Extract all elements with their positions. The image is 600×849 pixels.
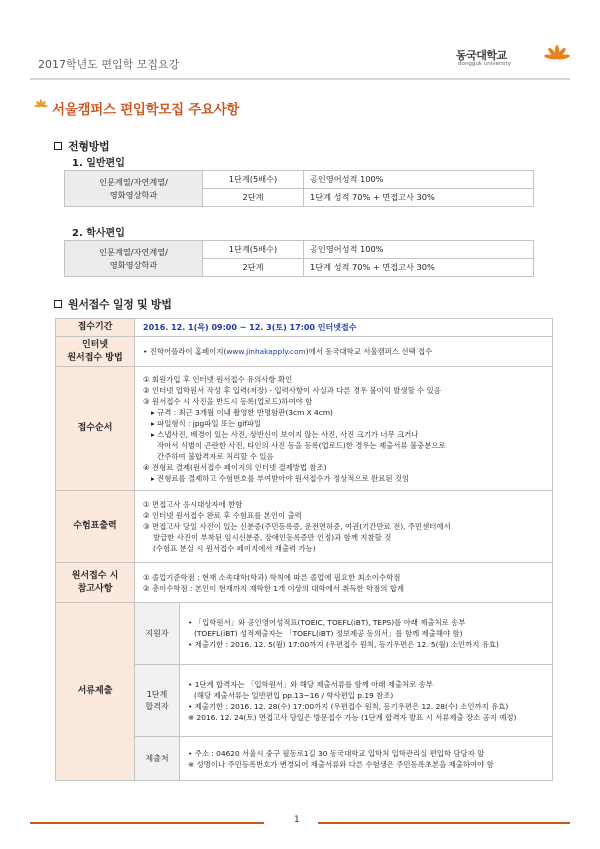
dept-line: 영화영상학과 — [109, 189, 158, 200]
notes-label-line: 참고사항 — [77, 583, 113, 594]
method-text: )에서 동국대학교 서울캠퍼스 선택 접수 — [305, 347, 433, 356]
notes-label — [56, 563, 135, 603]
notes-line: ② 총이수학점 : 본인이 현재까지 재학한 1개 이상의 대학에서 취득한 학점의 합계 — [143, 583, 404, 593]
section-heading-text: 전형방법 — [68, 140, 110, 153]
stage-label: 1단계(5배수) — [203, 171, 304, 189]
order-line: 간주하여 불합격자로 처리할 수 있음 — [157, 451, 274, 461]
dept-line: 인문계열/자연계열/ — [99, 176, 168, 187]
notes-content — [135, 563, 553, 603]
passer-line: ※ 2016. 12. 24(토) 면접고사 당일은 방문접수 가능 (1단계 합격자 발표 시 서류제출 장소 공지 예정) — [188, 712, 517, 722]
place-label: 제출처 — [135, 737, 180, 781]
jinhakapply-link[interactable]: www.jinhakapply.com — [226, 347, 306, 356]
ticket-line: ③ 면접고사 당일 사진이 있는 신분증(주민등록증, 운전면허증, 여권(기간만료 전), 주민센터에서 — [143, 522, 451, 531]
passer-content — [180, 665, 553, 737]
order-content — [135, 367, 553, 491]
period-value: 2016. 12. 1(목) 09:00 ~ 12. 3(토) 17:00 인터넷접수 — [135, 319, 553, 337]
section-heading-application — [54, 296, 172, 312]
applicant-line: • 제출기한 : 2016. 12. 5(월) 17:00까지 (우편접수 원칙, 등기우편은 12. 5(월) 소인까지 유효) — [188, 640, 499, 649]
ticket-line: ① 면접고사 응시대상자에 한함 — [143, 500, 243, 509]
ticket-content — [135, 491, 553, 563]
ticket-line: ② 인터넷 원서접수 완료 후 수험표를 본인이 출력 — [143, 511, 302, 520]
applicant-line: • 「입학원서」와 공인영어성적표(TOEIC, TOEFL(iBT), TEPS)를 아래 제출처로 송부 — [188, 618, 466, 627]
order-line: ① 회원가입 후 인터넷 원서접수 유의사항 확인 — [143, 374, 293, 384]
passer-line: • 1단계 합격자는 「입학원서」와 해당 제출서류를 함께 아래 제출처로 송부 — [188, 679, 433, 689]
ticket-line: 발급한 사진이 부착된 임시신분증, 장애인등록증만 인정)과 함께 지참할 것 — [153, 533, 392, 542]
method-text: • 진학어플라이 홈페이지( — [143, 347, 227, 356]
square-bullet-icon — [54, 142, 62, 150]
passer-label-line: 1단계 — [146, 689, 168, 699]
order-line: ▸ 규격 : 최근 3개월 이내 촬영한 반명함판(3cm X 4cm) — [151, 407, 333, 417]
university-logo — [456, 44, 574, 72]
order-line: ▸ 파일형식 : jpg파일 또는 gif파일 — [151, 418, 262, 428]
square-bullet-icon — [54, 300, 62, 308]
subheading-general-transfer: 1. 일반편입 — [72, 158, 125, 169]
notes-label-line: 원서접수 시 — [71, 570, 119, 581]
dept-line: 인문계열/자연계열/ — [99, 246, 168, 257]
method-label-line: 인터넷 — [81, 339, 109, 350]
logo-name-english: dongguk university — [458, 61, 511, 67]
document-header-title: 2017학년도 편입학 모집요강 — [38, 58, 180, 71]
stage-description: 공인영어성적 100% — [304, 241, 534, 259]
stage-description: 공인영어성적 100% — [304, 171, 534, 189]
documents-label: 서류제출 — [56, 603, 135, 781]
applicant-content — [180, 603, 553, 665]
page-number: 1 — [294, 815, 300, 825]
stage-label: 1단계(5배수) — [203, 241, 304, 259]
applicant-line: (TOEFL(iBT) 성적제출자는 「TOEFL(iBT) 정보제공 동의서」를 함께 제출해야 함) — [194, 629, 463, 638]
order-line: ② 인터넷 입학원서 작성 후 입력(저장) - 입력사항이 사실과 다른 경우 불이익 발생할 수 있음 — [143, 385, 441, 395]
bachelor-transfer-table — [64, 240, 534, 277]
dept-cell — [65, 171, 203, 207]
dept-cell — [65, 241, 203, 277]
passer-label — [135, 665, 180, 737]
lotus-logo-icon — [543, 44, 571, 72]
page-title: 서울캠퍼스 편입학모집 주요사항 — [52, 102, 240, 118]
stage-label: 2단계 — [203, 189, 304, 207]
ticket-label: 수험표출력 — [56, 491, 135, 563]
ticket-line: (수험표 분실 시 원서접수 페이지에서 재출력 가능) — [153, 544, 316, 553]
passer-line: (해당 제출서류는 일반편입 pp.13~16 / 학사편입 p.19 참조) — [194, 690, 394, 700]
stage-description: 1단계 성적 70% + 면접고사 30% — [304, 189, 534, 207]
method-content — [135, 337, 553, 367]
stage-description: 1단계 성적 70% + 면접고사 30% — [304, 259, 534, 277]
period-label: 접수기간 — [56, 319, 135, 337]
order-line: ④ 전형료 결제(원서접수 페이지의 인터넷 결제방법 참조) — [143, 462, 327, 472]
order-line: 작아서 식별이 곤란한 사진, 타인의 사진 등을 등록(업로드)한 경우는 제출서류 불충분으로 — [157, 440, 446, 450]
order-line: ③ 원서접수 시 사진을 반드시 등록(업로드)하여야 함 — [143, 396, 313, 406]
subheading-bachelor-transfer: 2. 학사편입 — [72, 228, 125, 239]
applicant-label: 지원자 — [135, 603, 180, 665]
section-heading-selection — [54, 138, 109, 154]
place-content — [180, 737, 553, 781]
place-line: ※ 성명이나 주민등록번호가 변경되어 제출서류와 다른 수험생은 주민등록초본을 제출하여야 함 — [188, 759, 494, 769]
order-line: ▸ 전형료를 결제하고 수험번호를 부여받아야 원서접수가 정상적으로 완료된 것임 — [151, 473, 410, 483]
footer-divider-right — [318, 822, 570, 824]
dept-line: 영화영상학과 — [109, 259, 158, 270]
logo-name-korean: 동국대학교 — [456, 49, 507, 62]
order-label: 접수순서 — [56, 367, 135, 491]
method-label — [56, 337, 135, 367]
notes-line: ① 졸업기준학점 : 현재 소속대학(학과) 학칙에 따른 졸업에 필요한 최소이수학점 — [143, 572, 401, 582]
passer-line: • 제출기한 : 2016. 12. 28(수) 17:00까지 (우편접수 원칙, 등기우편은 12. 28(수) 소인까지 유효) — [188, 701, 509, 711]
stage-label: 2단계 — [203, 259, 304, 277]
method-label-line: 원서접수 방법 — [67, 352, 123, 363]
order-line: ▸ 스냅사진, 배경이 있는 사진, 상반신이 보이지 않는 사진, 사진 크기가 너무 크거나 — [151, 429, 419, 439]
place-line: • 주소 : 04620 서울시 중구 필동로1길 30 동국대학교 입학처 입학관리실 편입학 담당자 앞 — [188, 748, 485, 758]
footer-divider-left — [30, 822, 264, 824]
header-divider — [30, 78, 570, 80]
general-transfer-table — [64, 170, 534, 207]
lotus-icon — [34, 99, 48, 113]
application-table — [55, 318, 553, 781]
section-heading-text: 원서접수 일정 및 방법 — [68, 298, 172, 311]
passer-label-line: 합격자 — [145, 701, 169, 711]
